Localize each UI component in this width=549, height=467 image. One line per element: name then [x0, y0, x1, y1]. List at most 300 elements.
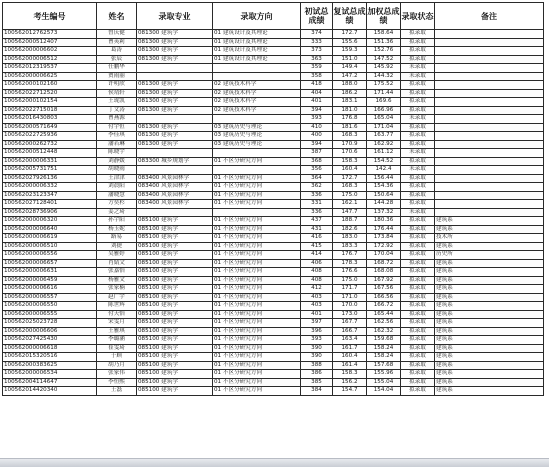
cell-remarks	[435, 174, 544, 183]
cell-major: 085100 建筑学	[137, 217, 213, 226]
cell-status: 未录取	[401, 72, 435, 81]
cell-exam-id: 100562000102160	[3, 81, 97, 90]
cell-status: 未录取	[401, 166, 435, 175]
table-row	[3, 140, 544, 149]
table-row	[3, 166, 544, 175]
cell-remarks: 建筑系	[435, 344, 544, 353]
header-status: 录取状态	[401, 3, 435, 30]
cell-weighted-score: 176.44	[367, 225, 401, 234]
cell-retest-score: 166.7	[333, 327, 367, 336]
header-retest-score: 复试总成绩	[333, 3, 367, 30]
table-row	[3, 225, 544, 234]
cell-exam-id: 100562000006557	[3, 293, 97, 302]
cell-direction: 01 不区分研究方向	[213, 200, 301, 209]
cell-remarks: 建筑系	[435, 327, 544, 336]
cell-remarks	[435, 132, 544, 141]
cell-exam-id: 100562000512448	[3, 149, 97, 158]
cell-status: 拟录取	[401, 157, 435, 166]
cell-remarks: 建筑系	[435, 225, 544, 234]
table-row	[3, 370, 544, 379]
cell-student-name: 李璐涵	[97, 336, 137, 345]
cell-exam-id: 100562000006625	[3, 72, 97, 81]
cell-major: 085100 建筑学	[137, 242, 213, 251]
cell-initial-score: 408	[301, 268, 333, 277]
table-row	[3, 149, 544, 158]
table-row	[3, 217, 544, 226]
cell-initial-score: 333	[301, 38, 333, 47]
cell-status: 拟录取	[401, 81, 435, 90]
cell-retest-score: 182.6	[333, 225, 367, 234]
cell-exam-id: 100562000006631	[3, 268, 97, 277]
cell-major: 081300 建筑学	[137, 30, 213, 39]
cell-exam-id: 100562000006556	[3, 251, 97, 260]
cell-exam-id: 100562000383625	[3, 361, 97, 370]
cell-major: 085100 建筑学	[137, 370, 213, 379]
cell-retest-score: 170.0	[333, 302, 367, 311]
cell-major	[137, 166, 213, 175]
cell-initial-score: 393	[301, 115, 333, 124]
cell-student-name: 丁文涛	[97, 106, 137, 115]
cell-exam-id: 100562014420340	[3, 387, 97, 396]
cell-student-name: 付天怡	[97, 310, 137, 319]
cell-status: 未录取	[401, 115, 435, 124]
cell-student-name: 侯靖轩	[97, 89, 137, 98]
cell-weighted-score: 158.24	[367, 344, 401, 353]
cell-exam-id: 100562000006550	[3, 302, 97, 311]
table-row	[3, 47, 544, 56]
cell-weighted-score: 168.72	[367, 259, 401, 268]
cell-exam-id: 100562004114647	[3, 378, 97, 387]
cell-weighted-score: 169.6	[367, 98, 401, 107]
cell-remarks	[435, 115, 544, 124]
cell-initial-score: 394	[301, 106, 333, 115]
cell-major: 085100 建筑学	[137, 344, 213, 353]
table-row	[3, 251, 544, 260]
cell-student-name: 葛涛	[97, 47, 137, 56]
cell-status: 未录取	[401, 208, 435, 217]
cell-remarks: 建筑系	[435, 259, 544, 268]
cell-direction: 01 不区分研究方向	[213, 225, 301, 234]
table-row	[3, 361, 544, 370]
cell-retest-score: 181.6	[333, 123, 367, 132]
table-row	[3, 106, 544, 115]
cell-student-name: 姜之琦	[97, 208, 137, 217]
cell-direction	[213, 64, 301, 73]
cell-remarks	[435, 183, 544, 192]
cell-initial-score: 358	[301, 72, 333, 81]
cell-status: 拟录取	[401, 336, 435, 345]
cell-exam-id: 100562000006512	[3, 55, 97, 64]
cell-weighted-score: 175.52	[367, 81, 401, 90]
cell-student-name: 陈世辉	[97, 302, 137, 311]
table-row	[3, 353, 544, 362]
cell-student-name: 曹燕源	[97, 115, 137, 124]
header-name: 姓名	[97, 3, 137, 30]
cell-initial-score: 397	[301, 319, 333, 328]
cell-remarks	[435, 140, 544, 149]
cell-initial-score: 368	[301, 157, 333, 166]
cell-remarks	[435, 38, 544, 47]
cell-major: 081300 建筑学	[137, 89, 213, 98]
cell-major	[137, 149, 213, 158]
cell-initial-score: 410	[301, 123, 333, 132]
cell-status: 拟录取	[401, 276, 435, 285]
cell-remarks	[435, 98, 544, 107]
cell-student-name: 李恒熙	[97, 378, 137, 387]
table-row	[3, 89, 544, 98]
cell-status: 拟录取	[401, 123, 435, 132]
cell-initial-score: 437	[301, 217, 333, 226]
cell-exam-id: 100562022725936	[3, 132, 97, 141]
table-row	[3, 208, 544, 217]
cell-retest-score: 176.6	[333, 268, 367, 277]
cell-direction	[213, 208, 301, 217]
cell-major: 085100 建筑学	[137, 225, 213, 234]
cell-exam-id: 100562000262732	[3, 140, 97, 149]
cell-weighted-score: 157.68	[367, 361, 401, 370]
cell-exam-id: 100562027425430	[3, 336, 97, 345]
cell-major: 085100 建筑学	[137, 336, 213, 345]
cell-direction	[213, 115, 301, 124]
cell-student-name: 杨玉妮	[97, 225, 137, 234]
cell-student-name: 任鹏华	[97, 64, 137, 73]
cell-major: 085100 建筑学	[137, 361, 213, 370]
cell-retest-score: 151.0	[333, 55, 367, 64]
cell-retest-score: 163.4	[333, 336, 367, 345]
cell-direction: 01 不区分研究方向	[213, 259, 301, 268]
cell-major: 085100 建筑学	[137, 353, 213, 362]
cell-retest-score: 183.3	[333, 242, 367, 251]
cell-weighted-score: 172.92	[367, 242, 401, 251]
cell-weighted-score: 162.32	[367, 327, 401, 336]
cell-retest-score: 186.2	[333, 89, 367, 98]
cell-direction: 01 不区分研究方向	[213, 302, 301, 311]
cell-initial-score: 401	[301, 98, 333, 107]
cell-status: 未录取	[401, 149, 435, 158]
table-row	[3, 55, 544, 64]
cell-student-name: 于顾	[97, 353, 137, 362]
cell-student-name: 许明欣	[97, 81, 137, 90]
cell-status: 拟录取	[401, 378, 435, 387]
table-row	[3, 157, 544, 166]
cell-major: 081300 建筑学	[137, 47, 213, 56]
cell-direction: 01 建筑设计及其理论	[213, 55, 301, 64]
cell-status: 拟录取	[401, 370, 435, 379]
cell-student-name: 路易	[97, 234, 137, 243]
cell-major: 081300 建筑学	[137, 81, 213, 90]
cell-major: 081300 建筑学	[137, 123, 213, 132]
cell-direction: 01 不区分研究方向	[213, 387, 301, 396]
cell-retest-score: 158.3	[333, 157, 367, 166]
cell-exam-id: 100562027128401	[3, 200, 97, 209]
cell-student-name: 刘晨阳	[97, 183, 137, 192]
table-row	[3, 132, 544, 141]
cell-status: 拟录取	[401, 132, 435, 141]
cell-status: 拟录取	[401, 344, 435, 353]
cell-exam-id: 100562025023728	[3, 319, 97, 328]
cell-remarks: 建筑系	[435, 217, 544, 226]
cell-direction: 01 不区分研究方向	[213, 191, 301, 200]
cell-major: 083400 风景园林学	[137, 174, 213, 183]
cell-weighted-score: 145.92	[367, 64, 401, 73]
cell-major: 085100 建筑学	[137, 259, 213, 268]
cell-initial-score: 400	[301, 132, 333, 141]
cell-student-name: 陈晓宇	[97, 149, 137, 158]
cell-direction: 01 不区分研究方向	[213, 268, 301, 277]
cell-direction: 01 不区分研究方向	[213, 344, 301, 353]
cell-exam-id: 100562012762573	[3, 30, 97, 39]
cell-weighted-score: 166.72	[367, 302, 401, 311]
cell-weighted-score: 147.52	[367, 55, 401, 64]
cell-retest-score: 154.7	[333, 387, 367, 396]
cell-status: 拟录取	[401, 217, 435, 226]
cell-major	[137, 64, 213, 73]
cell-major: 081300 建筑学	[137, 55, 213, 64]
cell-student-name: 胡晓雨	[97, 166, 137, 175]
cell-status: 拟录取	[401, 259, 435, 268]
cell-retest-score: 160.4	[333, 353, 367, 362]
cell-retest-score: 156.2	[333, 378, 367, 387]
table-body	[3, 30, 544, 396]
cell-retest-score: 147.7	[333, 208, 367, 217]
table-row	[3, 327, 544, 336]
cell-status: 拟录取	[401, 30, 435, 39]
cell-student-name: 张辰	[97, 55, 137, 64]
cell-exam-id: 100562022715018	[3, 106, 97, 115]
cell-status: 拟录取	[401, 140, 435, 149]
cell-initial-score: 388	[301, 361, 333, 370]
cell-remarks: 技术所	[435, 234, 544, 243]
cell-remarks: 建筑系	[435, 276, 544, 285]
cell-remarks: 建筑系	[435, 242, 544, 251]
cell-status: 拟录取	[401, 47, 435, 56]
cell-initial-score: 386	[301, 370, 333, 379]
cell-retest-score: 147.2	[333, 72, 367, 81]
cell-status: 拟录取	[401, 174, 435, 183]
cell-initial-score: 390	[301, 344, 333, 353]
cell-major: 085100 建筑学	[137, 310, 213, 319]
cell-direction: 03 建筑历史与理论	[213, 132, 301, 141]
cell-remarks: 建筑系	[435, 310, 544, 319]
cell-retest-score: 158.3	[333, 370, 367, 379]
cell-direction: 01 建筑设计及其理论	[213, 47, 301, 56]
cell-remarks	[435, 81, 544, 90]
table-row	[3, 174, 544, 183]
cell-status: 拟录取	[401, 353, 435, 362]
cell-weighted-score: 170.04	[367, 251, 401, 260]
cell-retest-score: 178.3	[333, 259, 367, 268]
cell-weighted-score: 151.36	[367, 38, 401, 47]
cell-retest-score: 161.7	[333, 344, 367, 353]
cell-initial-score: 403	[301, 302, 333, 311]
cell-initial-score: 403	[301, 293, 333, 302]
cell-student-name: 潘若琳	[97, 140, 137, 149]
cell-status: 拟录取	[401, 225, 435, 234]
cell-direction: 01 不区分研究方向	[213, 361, 301, 370]
cell-initial-score: 356	[301, 166, 333, 175]
cell-initial-score: 416	[301, 234, 333, 243]
cell-retest-score: 172.7	[333, 30, 367, 39]
table-row	[3, 183, 544, 192]
header-initial-score: 初试总成绩	[301, 3, 333, 30]
cell-major: 081300 建筑学	[137, 106, 213, 115]
cell-direction: 01 不区分研究方向	[213, 310, 301, 319]
cell-direction: 01 不区分研究方向	[213, 242, 301, 251]
table-header-row	[3, 3, 544, 30]
cell-weighted-score: 167.56	[367, 285, 401, 294]
table-row	[3, 98, 544, 107]
cell-student-name: 王珑凯	[97, 98, 137, 107]
cell-retest-score: 176.7	[333, 251, 367, 260]
cell-initial-score: 415	[301, 242, 333, 251]
cell-exam-id: 100562000006320	[3, 217, 97, 226]
cell-direction: 01 不区分研究方向	[213, 370, 301, 379]
table-row	[3, 72, 544, 81]
cell-weighted-score: 158.64	[367, 30, 401, 39]
cell-retest-score: 183.0	[333, 234, 367, 243]
cell-weighted-score: 165.44	[367, 310, 401, 319]
cell-status: 拟录取	[401, 200, 435, 209]
cell-remarks: 建筑系	[435, 353, 544, 362]
table-row	[3, 378, 544, 387]
cell-weighted-score: 154.04	[367, 387, 401, 396]
cell-weighted-score: 161.12	[367, 149, 401, 158]
cell-direction: 01 不区分研究方向	[213, 174, 301, 183]
cell-direction: 01 建筑设计及其理论	[213, 30, 301, 39]
cell-exam-id: 100562012319537	[3, 64, 97, 73]
cell-direction: 03 建筑历史与理论	[213, 123, 301, 132]
cell-initial-score: 418	[301, 81, 333, 90]
cell-initial-score: 364	[301, 174, 333, 183]
cell-exam-id: 100562015320516	[3, 353, 97, 362]
table-row	[3, 344, 544, 353]
table-row	[3, 30, 544, 39]
cell-retest-score: 188.0	[333, 81, 367, 90]
table-row	[3, 38, 544, 47]
cell-direction: 01 不区分研究方向	[213, 157, 301, 166]
cell-status: 拟录取	[401, 387, 435, 396]
cell-weighted-score: 158.24	[367, 353, 401, 362]
cell-status: 拟录取	[401, 327, 435, 336]
cell-weighted-score: 155.96	[367, 370, 401, 379]
cell-remarks: 建筑系	[435, 293, 544, 302]
cell-major: 081300 建筑学	[137, 140, 213, 149]
cell-initial-score: 404	[301, 89, 333, 98]
cell-major: 085100 建筑学	[137, 285, 213, 294]
cell-student-name: 王雅琪	[97, 327, 137, 336]
cell-student-name: 宋雯月	[97, 319, 137, 328]
cell-direction: 01 不区分研究方向	[213, 217, 301, 226]
cell-student-name: 潘晓慧	[97, 191, 137, 200]
cell-exam-id: 100562023123347	[3, 191, 97, 200]
cell-direction: 01 建筑设计及其理论	[213, 38, 301, 47]
cell-remarks	[435, 64, 544, 73]
table-row	[3, 259, 544, 268]
cell-initial-score: 431	[301, 225, 333, 234]
cell-student-name: 赵广宇	[97, 293, 137, 302]
cell-major: 083400 风景园林学	[137, 200, 213, 209]
cell-major: 083300 城乡规划学	[137, 157, 213, 166]
cell-retest-score: 155.6	[333, 38, 367, 47]
cell-retest-score: 173.0	[333, 310, 367, 319]
cell-status: 拟录取	[401, 98, 435, 107]
cell-remarks: 建筑系	[435, 285, 544, 294]
cell-direction: 02 建筑技术科学	[213, 98, 301, 107]
cell-weighted-score: 152.76	[367, 47, 401, 56]
cell-remarks: 建筑系	[435, 361, 544, 370]
cell-retest-score: 161.4	[333, 361, 367, 370]
header-exam-id: 考生编号	[3, 3, 97, 30]
table-row	[3, 234, 544, 243]
cell-major: 083400 风景园林学	[137, 183, 213, 192]
table-row	[3, 310, 544, 319]
cell-remarks: 建筑系	[435, 370, 544, 379]
cell-remarks: 建筑系	[435, 302, 544, 311]
cell-weighted-score: 150.64	[367, 191, 401, 200]
cell-student-name: 贾雨丽	[97, 72, 137, 81]
cell-student-name: 张嘉怡	[97, 268, 137, 277]
cell-exam-id: 100562000006640	[3, 225, 97, 234]
cell-major: 085100 建筑学	[137, 293, 213, 302]
cell-initial-score: 336	[301, 191, 333, 200]
cell-direction: 01 不区分研究方向	[213, 327, 301, 336]
cell-direction	[213, 149, 301, 158]
cell-direction: 01 不区分研究方向	[213, 293, 301, 302]
cell-retest-score: 181.0	[333, 106, 367, 115]
cell-weighted-score: 144.32	[367, 72, 401, 81]
cell-initial-score: 359	[301, 64, 333, 73]
cell-exam-id: 100562027926136	[3, 174, 97, 183]
cell-status: 拟录取	[401, 55, 435, 64]
cell-major: 081300 建筑学	[137, 98, 213, 107]
cell-retest-score: 160.4	[333, 166, 367, 175]
cell-initial-score: 331	[301, 200, 333, 209]
cell-initial-score: 414	[301, 251, 333, 260]
cell-direction: 01 不区分研究方向	[213, 183, 301, 192]
cell-initial-score: 387	[301, 149, 333, 158]
cell-status: 拟录取	[401, 310, 435, 319]
cell-weighted-score: 167.92	[367, 276, 401, 285]
cell-exam-id: 100562000006616	[3, 285, 97, 294]
cell-direction	[213, 166, 301, 175]
cell-student-name: 张家楠	[97, 285, 137, 294]
cell-direction: 01 不区分研究方向	[213, 276, 301, 285]
cell-initial-score: 396	[301, 327, 333, 336]
cell-student-name: 张家伟	[97, 370, 137, 379]
cell-retest-score: 171.0	[333, 293, 367, 302]
table-row	[3, 200, 544, 209]
cell-status: 未录取	[401, 64, 435, 73]
cell-weighted-score: 144.28	[367, 200, 401, 209]
cell-remarks	[435, 157, 544, 166]
cell-remarks	[435, 47, 544, 56]
cell-exam-id: 100562000006555	[3, 310, 97, 319]
cell-direction: 03 建筑历史与理论	[213, 140, 301, 149]
cell-remarks	[435, 200, 544, 209]
cell-remarks	[435, 89, 544, 98]
cell-student-name: 王磊	[97, 387, 137, 396]
cell-weighted-score: 154.36	[367, 183, 401, 192]
cell-initial-score: 401	[301, 310, 333, 319]
cell-retest-score: 168.3	[333, 183, 367, 192]
cell-major: 085100 建筑学	[137, 276, 213, 285]
cell-retest-score: 175.0	[333, 191, 367, 200]
cell-weighted-score: 154.52	[367, 157, 401, 166]
cell-exam-id: 100562000006618	[3, 344, 97, 353]
cell-student-name: 方奕杉	[97, 200, 137, 209]
cell-exam-id: 100562005731751	[3, 166, 97, 175]
cell-weighted-score: 171.44	[367, 89, 401, 98]
